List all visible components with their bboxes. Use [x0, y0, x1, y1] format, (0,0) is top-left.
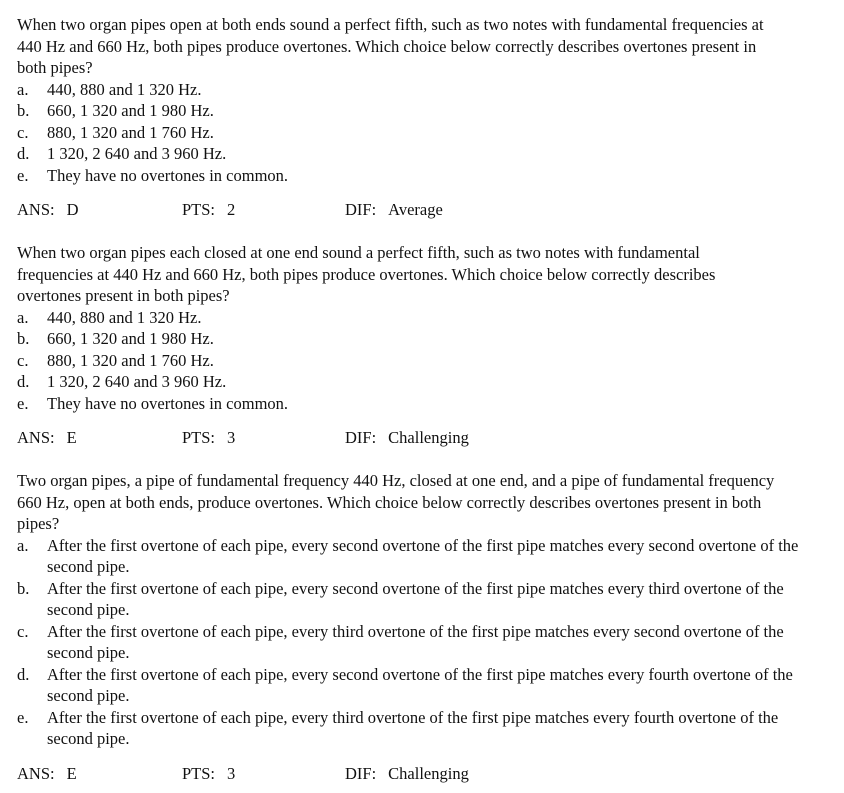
- option-b: [17, 328, 817, 350]
- option-text: They have no overtones in common.: [47, 393, 289, 413]
- difficulty-field: [345, 427, 469, 449]
- points-field: [182, 763, 235, 785]
- option-c: [17, 122, 817, 144]
- difficulty-label: DIF:: [345, 200, 377, 219]
- difficulty-value: Average: [388, 200, 443, 219]
- question-2: [17, 242, 817, 449]
- option-c: [17, 350, 817, 372]
- option-letter: a.: [17, 307, 29, 327]
- answer-options: [17, 535, 817, 750]
- points-label: PTS:: [182, 200, 216, 219]
- option-text: 1 320, 2 640 and 3 960 Hz.: [47, 144, 227, 163]
- option-e: [17, 393, 817, 415]
- option-text: 440, 880 and 1 320 Hz.: [47, 79, 202, 99]
- option-d: [17, 143, 817, 165]
- option-b: [17, 100, 817, 122]
- question-3: [17, 470, 817, 785]
- answer-label: ANS:: [17, 200, 55, 219]
- answer-field: [17, 199, 79, 221]
- points-label: PTS:: [182, 763, 216, 783]
- option-text: After the first overtone of each pipe, every second overtone of the first pipe matches every third overtone of the second pipe.: [47, 578, 784, 619]
- difficulty-field: [345, 763, 469, 785]
- answer-value: D: [66, 200, 79, 219]
- option-letter: d.: [17, 664, 30, 684]
- answer-options: [17, 307, 817, 415]
- option-a: [17, 307, 817, 329]
- option-letter: c.: [17, 122, 29, 142]
- option-c: [17, 621, 817, 664]
- answer-label: ANS:: [17, 428, 55, 447]
- difficulty-value: Challenging: [388, 428, 469, 447]
- option-letter: a.: [17, 79, 29, 99]
- difficulty-label: DIF:: [345, 763, 377, 783]
- option-text: After the first overtone of each pipe, every second overtone of the first pipe matches every fourth overtone of the second pipe.: [47, 664, 793, 705]
- answer-value: E: [66, 763, 77, 783]
- points-value: 2: [227, 200, 236, 219]
- option-text: 1 320, 2 640 and 3 960 Hz.: [47, 372, 227, 391]
- answer-meta: [17, 199, 817, 221]
- option-b: [17, 578, 817, 621]
- option-text: After the first overtone of each pipe, every second overtone of the first pipe matches every second overtone of the second pipe.: [47, 535, 799, 576]
- option-text: 440, 880 and 1 320 Hz.: [47, 307, 202, 327]
- answer-label: ANS:: [17, 763, 55, 783]
- option-text: 880, 1 320 and 1 760 Hz.: [47, 350, 214, 370]
- option-d: [17, 664, 817, 707]
- difficulty-label: DIF:: [345, 428, 377, 447]
- option-e: [17, 707, 817, 750]
- option-letter: e.: [17, 707, 29, 727]
- question-1: [17, 14, 817, 221]
- answer-field: [17, 427, 77, 449]
- option-e: [17, 165, 817, 187]
- option-a: [17, 79, 817, 101]
- answer-meta: [17, 763, 817, 785]
- option-a: [17, 535, 817, 578]
- points-value: 3: [227, 763, 236, 783]
- answer-field: [17, 763, 77, 785]
- option-letter: b.: [17, 101, 30, 120]
- difficulty-value: Challenging: [388, 763, 469, 783]
- option-letter: e.: [17, 165, 29, 185]
- option-letter: b.: [17, 578, 30, 598]
- question-stem: Two organ pipes, a pipe of fundamental frequency 440 Hz, closed at one end, and a pipe of fundamental frequency 660 Hz, open at both ends, produce overtones. Which choice below correctly describes overtones present in both pipes?: [17, 471, 775, 533]
- difficulty-field: [345, 199, 443, 221]
- option-text: They have no overtones in common.: [47, 165, 289, 185]
- option-letter: b.: [17, 329, 30, 348]
- option-letter: c.: [17, 621, 29, 641]
- option-text: 660, 1 320 and 1 980 Hz.: [47, 101, 214, 120]
- answer-options: [17, 79, 817, 187]
- answer-meta: [17, 427, 817, 449]
- option-text: 880, 1 320 and 1 760 Hz.: [47, 122, 214, 142]
- points-label: PTS:: [182, 428, 216, 447]
- option-letter: d.: [17, 372, 30, 391]
- option-text: 660, 1 320 and 1 980 Hz.: [47, 329, 214, 348]
- points-field: [182, 427, 235, 449]
- option-text: After the first overtone of each pipe, every third overtone of the first pipe matches every fourth overtone of the second pipe.: [47, 707, 779, 748]
- option-letter: d.: [17, 144, 30, 163]
- question-document: [17, 14, 817, 785]
- points-value: 3: [227, 428, 236, 447]
- question-stem: When two organ pipes open at both ends sound a perfect fifth, such as two notes with fundamental frequencies at 440 Hz and 660 Hz, both pipes produce overtones. Which choice below correctly describes overtones present in both pipes?: [17, 15, 764, 77]
- answer-value: E: [66, 428, 77, 447]
- option-d: [17, 371, 817, 393]
- question-stem: When two organ pipes each closed at one end sound a perfect fifth, such as two notes with fundamental frequencies at 440 Hz and 660 Hz, both pipes produce overtones. Which choice below correctly describes overtones present in both pipes?: [17, 243, 716, 305]
- option-letter: e.: [17, 393, 29, 413]
- points-field: [182, 199, 235, 221]
- option-letter: c.: [17, 350, 29, 370]
- option-text: After the first overtone of each pipe, every third overtone of the first pipe matches every second overtone of the second pipe.: [47, 621, 784, 662]
- option-letter: a.: [17, 535, 29, 555]
